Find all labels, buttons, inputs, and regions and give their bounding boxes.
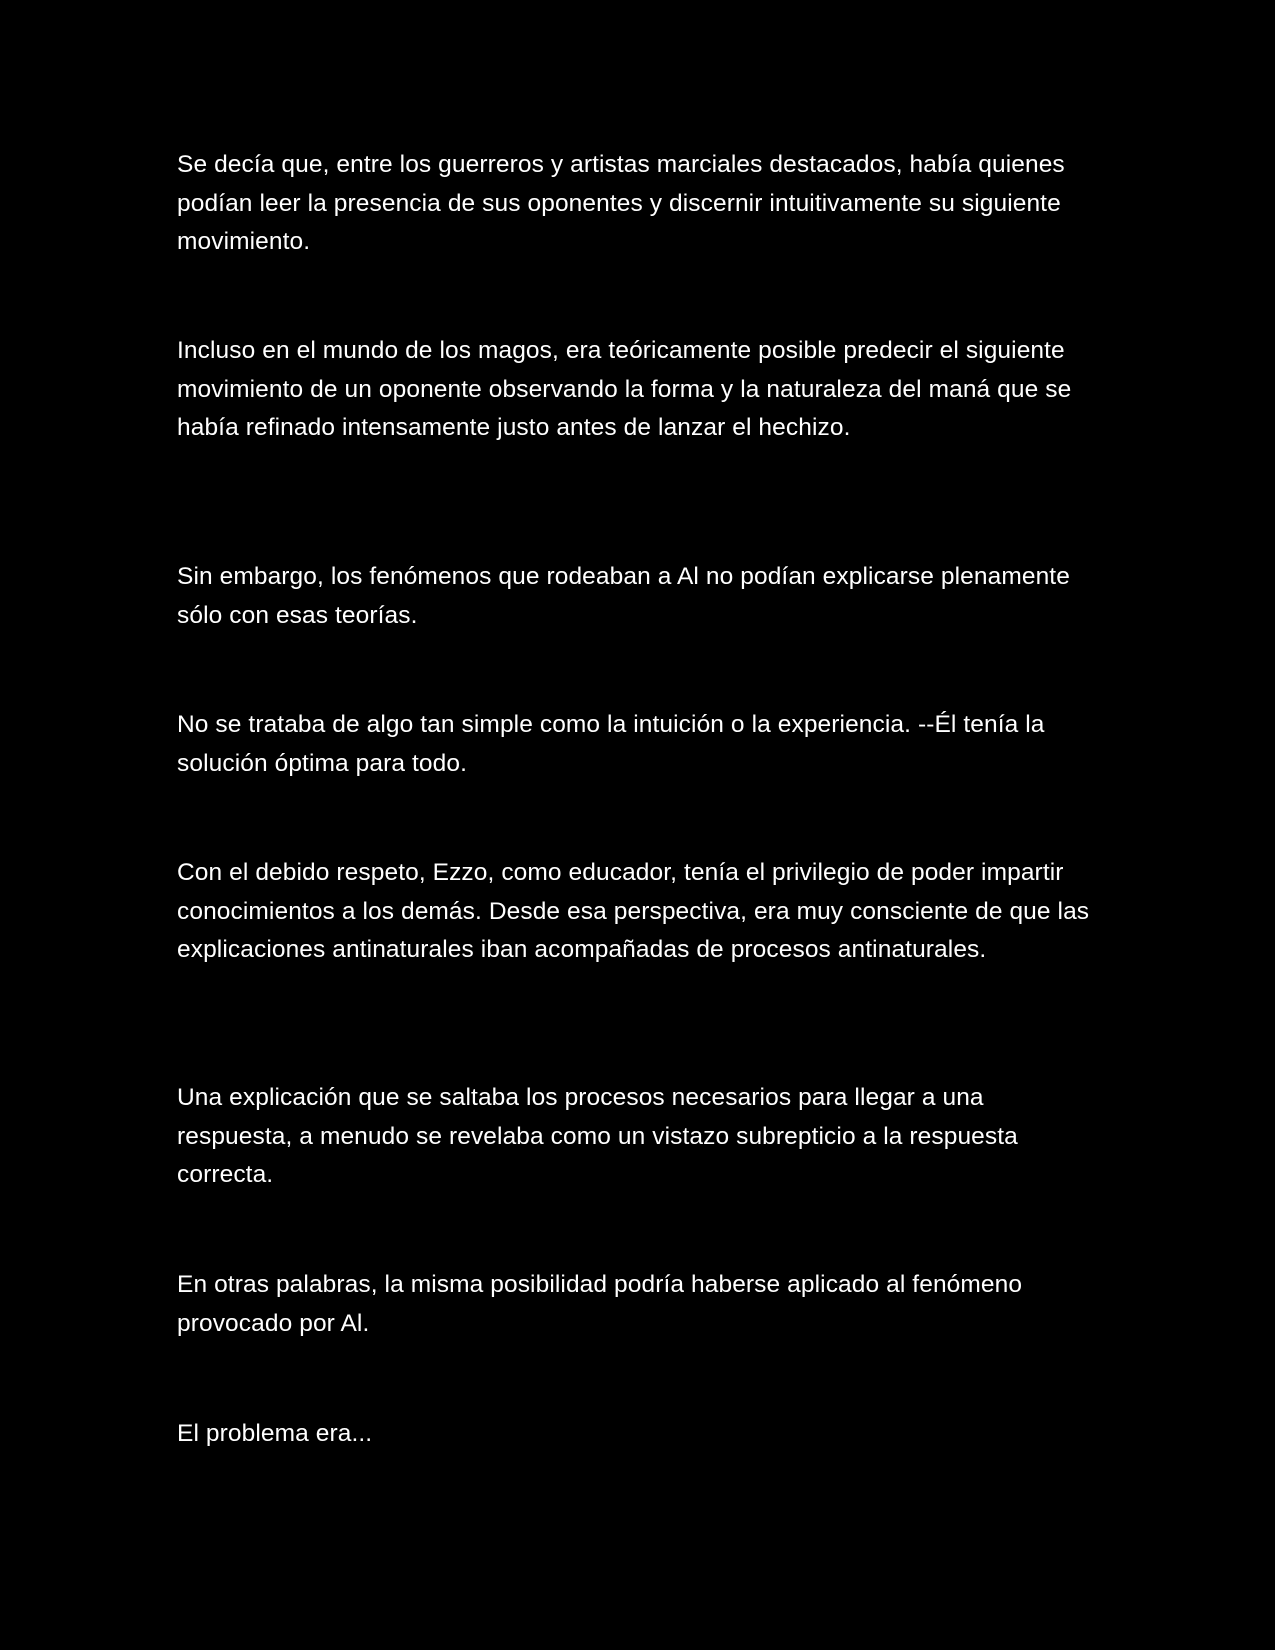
paragraph-7: En otras palabras, la misma posibilidad podría haberse aplicado al fenómeno provocado por Al. [177,1271,1023,1337]
paragraph-1: Se decía que, entre los guerreros y artistas marciales destacados, había quienes podían leer la presencia de sus oponentes y discernir intuitivamente su siguiente movimiento. [177,151,1065,255]
paragraph-2: Incluso en el mundo de los magos, era teóricamente posible predecir el siguiente movimiento de un oponente observando la forma y la naturaleza del maná que se había refinado intensamente justo antes de lanzar el hechizo. [177,337,1072,441]
paragraph-6: Una explicación que se saltaba los procesos necesarios para llegar a una respuesta, a menudo se revelaba como un vistazo subrepticio a la respuesta correcta. [177,1084,1018,1188]
paragraph-4: No se trataba de algo tan simple como la intuición o la experiencia. --Él tenía la solución óptima para todo. [177,711,1045,777]
paragraph-8: El problema era... [177,1420,373,1447]
paragraph-5: Con el debido respeto, Ezzo, como educador, tenía el privilegio de poder impartir conocimientos a los demás. Desde esa perspectiva, era muy consciente de que las explicaciones antinaturales iban acompañadas de procesos antinaturales. [177,859,1090,963]
paragraph-3: Sin embargo, los fenómenos que rodeaban a Al no podían explicarse plenamente sólo con esas teorías. [177,563,1070,629]
